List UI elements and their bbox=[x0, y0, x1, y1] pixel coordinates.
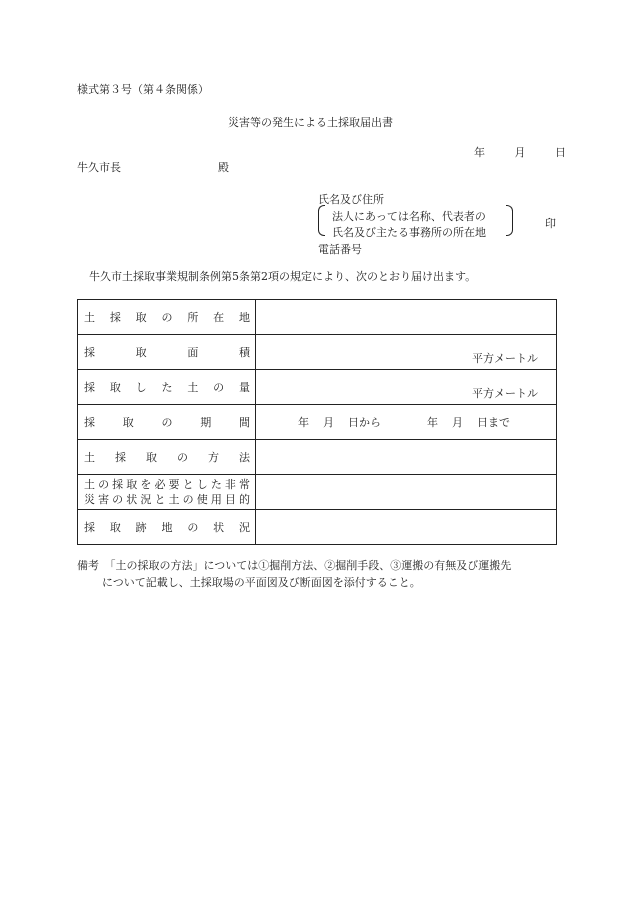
addressee-honorific: 殿 bbox=[218, 161, 229, 174]
remarks bbox=[77, 557, 511, 591]
bracket-left bbox=[318, 205, 325, 236]
volume-unit: 平方メートル bbox=[472, 387, 538, 400]
date-line bbox=[474, 147, 566, 158]
row-label-area bbox=[78, 335, 256, 370]
disaster-field[interactable] bbox=[256, 475, 557, 510]
phone-label: 電話番号 bbox=[318, 242, 362, 256]
date-month: 月 bbox=[514, 146, 526, 159]
row-label-site bbox=[78, 510, 256, 545]
label-chars: 土 採 取 の 所 在 地 bbox=[84, 311, 250, 324]
area-unit: 平方メートル bbox=[472, 352, 538, 365]
table-row bbox=[78, 370, 557, 405]
addressee-name: 牛久市長 bbox=[77, 161, 121, 174]
row-label-disaster bbox=[78, 475, 256, 510]
row-label-volume bbox=[78, 370, 256, 405]
table-row bbox=[78, 300, 557, 335]
form-number: 様式第３号（第４条関係） bbox=[77, 83, 209, 96]
document-title: 災害等の発生による土採取届出書 bbox=[228, 116, 393, 129]
date-day: 日 bbox=[555, 146, 566, 159]
remarks-line1: 備考 「土の採取の方法」については①掘削方法、②掘削手段、③運搬の有無及び運搬先 bbox=[77, 559, 512, 572]
corp-note-line1: 法人にあっては名称、代表者の bbox=[332, 209, 486, 223]
label-chars: 採 取 し た 土 の 量 bbox=[84, 381, 250, 394]
label-line2: 災害の状況と土の使用目的 bbox=[84, 493, 250, 506]
seal-mark: 印 bbox=[545, 217, 556, 230]
period-line: 年 月 日から 年 月 日まで bbox=[298, 416, 510, 429]
label-chars: 採 取 面 積 bbox=[84, 346, 250, 359]
body-text: 牛久市土採取事業規制条例第5条第2項の規定により、次のとおり届け出ます。 bbox=[89, 270, 477, 283]
row-label-method bbox=[78, 440, 256, 475]
bracket-right bbox=[506, 205, 513, 236]
table-row bbox=[78, 510, 557, 545]
method-field[interactable] bbox=[256, 440, 557, 475]
location-field[interactable] bbox=[256, 300, 557, 335]
table-row bbox=[78, 335, 557, 370]
area-field[interactable] bbox=[256, 335, 557, 370]
label-chars: 土 採 取 の 方 法 bbox=[84, 451, 250, 464]
name-address-label: 氏名及び住所 bbox=[318, 193, 384, 206]
table-row bbox=[78, 440, 557, 475]
table-row bbox=[78, 475, 557, 510]
table-row bbox=[78, 405, 557, 440]
application-table bbox=[77, 299, 557, 545]
addressee bbox=[77, 161, 229, 174]
period-field[interactable] bbox=[256, 405, 557, 440]
row-label-period bbox=[78, 405, 256, 440]
row-label-location bbox=[78, 300, 256, 335]
site-field[interactable] bbox=[256, 510, 557, 545]
corp-note-line2: 氏名及び主たる事務所の所在地 bbox=[332, 226, 486, 239]
volume-field[interactable] bbox=[256, 370, 557, 405]
date-year: 年 bbox=[474, 146, 485, 159]
applicant-block bbox=[318, 192, 486, 258]
label-line1: 土の採取を必要とした非常 bbox=[84, 478, 250, 491]
remarks-line2: について記載し、土採取場の平面図及び断面図を添付すること。 bbox=[102, 576, 421, 589]
label-chars: 採 取 の 期 間 bbox=[84, 416, 250, 429]
label-chars: 採 取 跡 地 の 状 況 bbox=[84, 521, 250, 534]
